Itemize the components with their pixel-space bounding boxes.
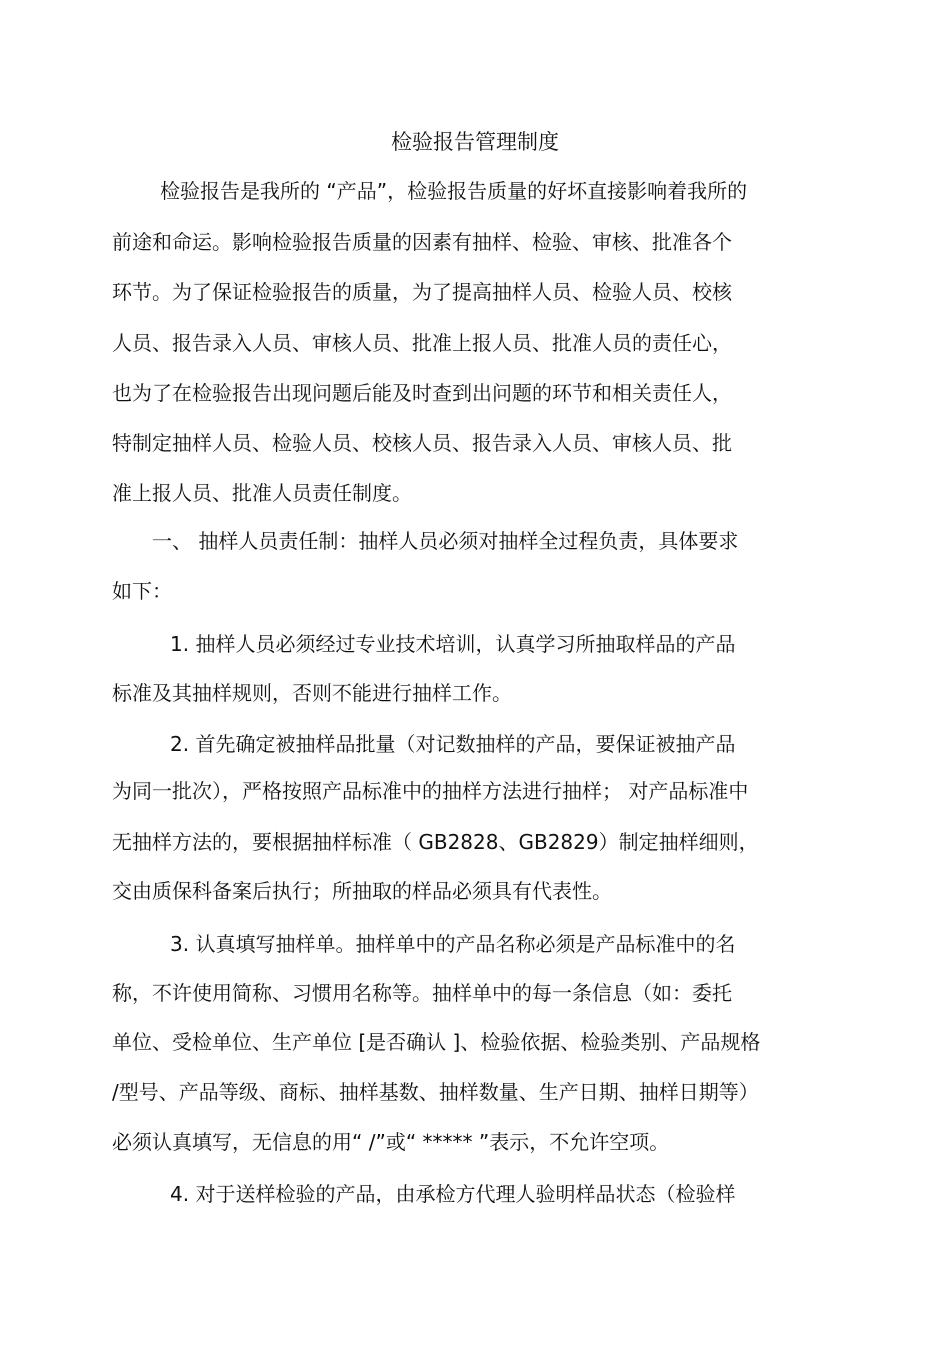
paragraph-line: 人员、报告录入人员、审核人员、批准上报人员、批准人员的责任心， [112, 331, 732, 355]
paragraph-line: 必须认真填写，无信息的用“ /”或“ ***** ”表示，不允许空项。 [112, 1130, 670, 1154]
paragraph-line: 也为了在检验报告出现问题后能及时查到出问题的环节和相关责任人， [112, 381, 732, 405]
paragraph-line: 环节。为了保证检验报告的质量，为了提高抽样人员、检验人员、校核 [112, 280, 732, 304]
list-item-line: 2. 首先确定被抽样品批量（对记数抽样的产品，要保证被抽产品 [170, 732, 736, 756]
paragraph-line: 检验报告是我所的 “产品”，检验报告质量的好坏直接影响着我所的 [160, 179, 748, 203]
document-title: 检验报告管理制度 [391, 130, 559, 154]
paragraph-line: 称，不许使用简称、习惯用名称等。抽样单中的每一条信息（如：委托 [112, 981, 732, 1005]
paragraph-line: 单位、受检单位、生产单位 [是否确认 ]、检验依据、检验类别、产品规格 [112, 1030, 761, 1054]
paragraph-line: /型号、产品等级、商标、抽样基数、抽样数量、生产日期、抽样日期等） [112, 1080, 759, 1104]
paragraph-line: 特制定抽样人员、检验人员、校核人员、报告录入人员、审核人员、批 [112, 431, 732, 455]
list-item-line: 3. 认真填写抽样单。抽样单中的产品名称必须是产品标准中的名 [170, 932, 736, 956]
paragraph-line: 无抽样方法的，要根据抽样标准（ GB2828、GB2829）制定抽样细则， [112, 830, 759, 854]
paragraph-line: 如下： [112, 579, 172, 603]
list-item-line: 4. 对于送样检验的产品，由承检方代理人验明样品状态（检验样 [170, 1182, 736, 1206]
paragraph-line: 准上报人员、批准人员责任制度。 [112, 481, 412, 505]
paragraph-line: 交由质保科备案后执行；所抽取的样品必须具有代表性。 [112, 879, 612, 903]
paragraph-line: 为同一批次），严格按照产品标准中的抽样方法进行抽样； 对产品标准中 [112, 779, 749, 803]
paragraph-line: 前途和命运。影响检验报告质量的因素有抽样、检验、审核、批准各个 [112, 230, 732, 254]
list-item-line: 1. 抽样人员必须经过专业技术培训，认真学习所抽取样品的产品 [170, 632, 736, 656]
section-heading-line: 一、 抽样人员责任制：抽样人员必须对抽样全过程负责，具体要求 [152, 529, 739, 553]
paragraph-line: 标准及其抽样规则，否则不能进行抽样工作。 [112, 681, 512, 705]
